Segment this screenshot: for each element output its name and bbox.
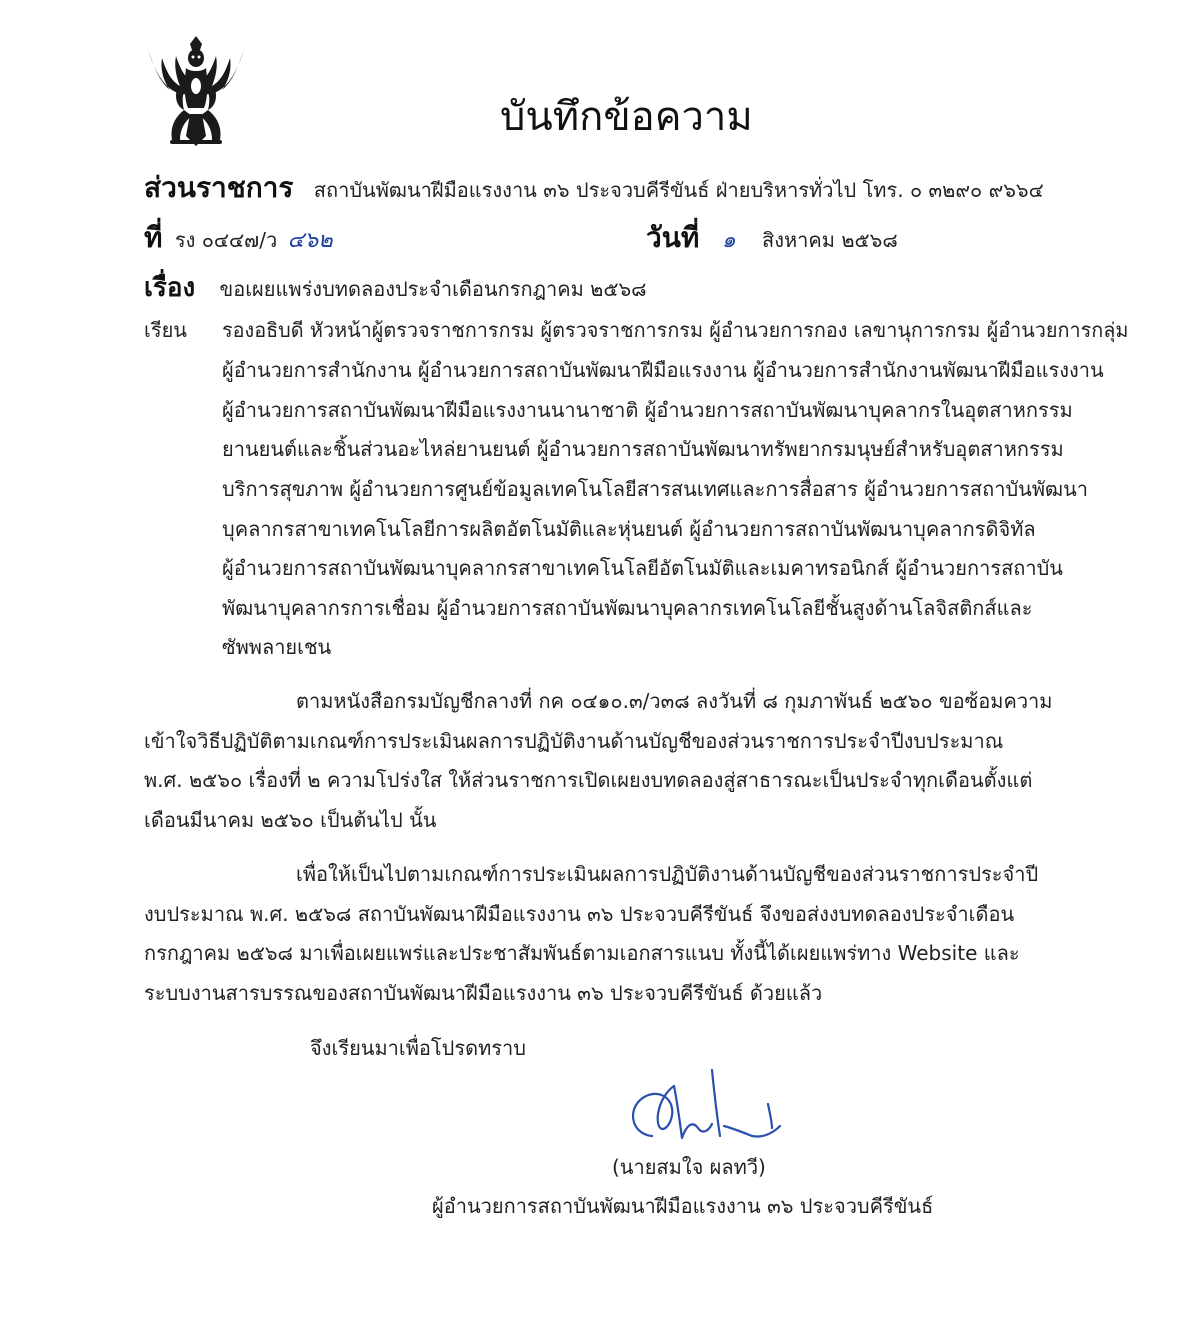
- garuda-emblem-icon: [140, 36, 252, 148]
- paragraph1-line: เข้าใจวิธีปฏิบัติตามเกณฑ์การประเมินผลการปฏิบัติงานด้านบัญชีของส่วนราชการประจำปีงบประมาณ: [144, 729, 1004, 753]
- handwritten-signature: [612, 1066, 802, 1162]
- paragraph1-line: พ.ศ. ๒๕๖๐ เรื่องที่ ๒ ความโปร่งใส ให้ส่วนราชการเปิดเผยงบทดลองสู่สาธารณะเป็นประจำทุกเดือนตั้งแต่: [144, 768, 1033, 792]
- agency-value: สถาบันพัฒนาฝีมือแรงงาน ๓๖ ประจวบคีรีขันธ์ ฝ่ายบริหารทั่วไป โทร. ๐ ๓๒๙๐ ๙๖๖๔: [313, 178, 1044, 202]
- document-title: บันทึกข้อความ: [500, 94, 753, 140]
- paragraph1-line: ตามหนังสือกรมบัญชีกลางที่ กค ๐๔๑๐.๓/ว๓๘ ลงวันที่ ๘ กุมภาพันธ์ ๒๕๖๐ ขอซ้อมความ: [296, 689, 1053, 713]
- reference-label: ที่: [144, 221, 163, 254]
- date-day-handwritten: ๑: [721, 228, 736, 253]
- paragraph1-line: เดือนมีนาคม ๒๕๖๐ เป็นต้นไป นั้น: [144, 808, 437, 832]
- agency-row: [144, 166, 1044, 210]
- date-row: [646, 216, 898, 260]
- reference-handwritten-number: ๔๖๒: [287, 228, 333, 253]
- signatory-position: ผู้อำนวยการสถาบันพัฒนาฝีมือแรงงาน ๓๖ ประจวบคีรีขันธ์: [432, 1194, 934, 1218]
- date-label: วันที่: [646, 221, 700, 254]
- subject-label: เรื่อง: [144, 273, 196, 303]
- to-line: รองอธิบดี หัวหน้าผู้ตรวจราชการกรม ผู้ตรวจราชการกรม ผู้อำนวยการกอง เลขานุการกรม ผู้อำนวยการกลุ่ม: [222, 318, 1129, 342]
- to-line: ผู้อำนวยการสถาบันพัฒนาบุคลากรสาขาเทคโนโลยีอัตโนมัติและเมคาทรอนิกส์ ผู้อำนวยการสถาบัน: [222, 556, 1063, 580]
- signatory-name: (นายสมใจ ผลทวี): [612, 1155, 766, 1179]
- to-line: ยานยนต์และชิ้นส่วนอะไหล่ยานยนต์ ผู้อำนวยการสถาบันพัฒนาทรัพยากรมนุษย์สำหรับอุตสาหกรรม: [222, 437, 1064, 461]
- paragraph2-line: ระบบงานสารบรรณของสถาบันพัฒนาฝีมือแรงงาน ๓๖ ประจวบคีรีขันธ์ ด้วยแล้ว: [144, 981, 823, 1005]
- closing-line: จึงเรียนมาเพื่อโปรดทราบ: [310, 1036, 526, 1060]
- subject-row: [144, 267, 647, 308]
- to-line: ผู้อำนวยการสำนักงาน ผู้อำนวยการสถาบันพัฒนาฝีมือแรงงาน ผู้อำนวยการสำนักงานพัฒนาฝีมือแรงงาน: [222, 358, 1104, 382]
- subject-value: ขอเผยแพร่งบทดลองประจำเดือนกรกฎาคม ๒๕๖๘: [219, 277, 647, 301]
- reference-row: [144, 216, 333, 260]
- to-line: ผู้อำนวยการสถาบันพัฒนาฝีมือแรงงานนานาชาติ ผู้อำนวยการสถาบันพัฒนาบุคลากรในอุตสาหกรรม: [222, 398, 1073, 422]
- paragraph2-line: เพื่อให้เป็นไปตามเกณฑ์การประเมินผลการปฏิบัติงานด้านบัญชีของส่วนราชการประจำปี: [296, 862, 1039, 886]
- to-label: เรียน: [144, 318, 187, 342]
- to-line: บริการสุขภาพ ผู้อำนวยการศูนย์ข้อมูลเทคโนโลยีสารสนเทศและการสื่อสาร ผู้อำนวยการสถาบันพัฒนา: [222, 477, 1088, 501]
- date-month-year: สิงหาคม ๒๕๖๘: [762, 228, 898, 252]
- to-line: บุคลากรสาขาเทคโนโลยีการผลิตอัตโนมัติและหุ่นยนต์ ผู้อำนวยการสถาบันพัฒนาบุคลากรดิจิทัล: [222, 517, 1036, 541]
- agency-label: ส่วนราชการ: [144, 171, 294, 204]
- paragraph2-line: งบประมาณ พ.ศ. ๒๕๖๘ สถาบันพัฒนาฝีมือแรงงาน ๓๖ ประจวบคีรีขันธ์ จึงขอส่งงบทดลองประจำเดือน: [144, 902, 1015, 926]
- reference-value: รง ๐๔๔๗/ว: [174, 228, 278, 252]
- paragraph2-line: กรกฎาคม ๒๕๖๘ มาเพื่อเผยแพร่และประชาสัมพันธ์ตามเอกสารแนบ ทั้งนี้ได้เผยแพร่ทาง Website และ: [144, 941, 1020, 965]
- to-line: ซัพพลายเชน: [222, 635, 332, 659]
- to-line: พัฒนาบุคลากรการเชื่อม ผู้อำนวยการสถาบันพัฒนาบุคลากรเทคโนโลยีชั้นสูงด้านโลจิสติกส์และ: [222, 596, 1033, 620]
